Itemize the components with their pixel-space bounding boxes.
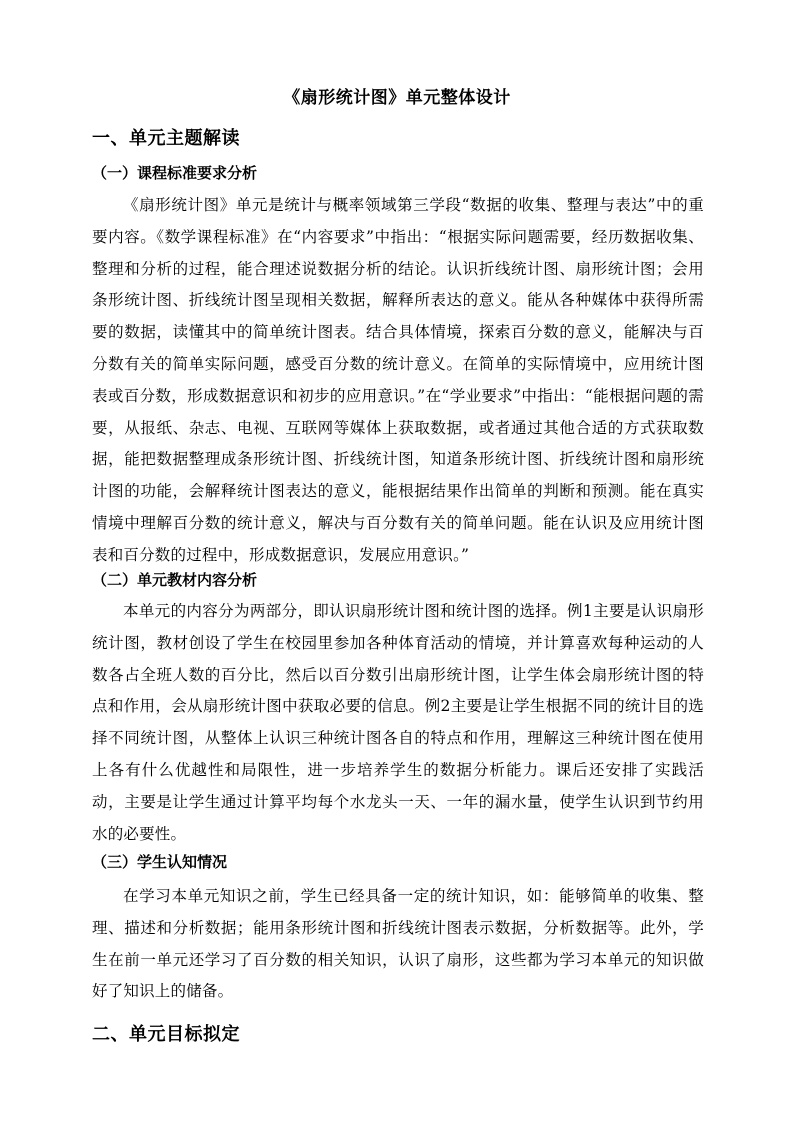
subsection-heading-textbook: （二）单元教材内容分析 (92, 571, 258, 589)
subsection-heading-student-cognition: （三）学生认知情况 (92, 853, 228, 871)
section-heading-unit-goals: 二、单元目标拟定 (92, 1024, 240, 1045)
paragraph-textbook-analysis: 本单元的内容分为两部分，即认识扇形统计图和统计图的选择。例1主要是认识扇形统计图，教材创设了学生在校园里参加各种体育活动的情境，并计算喜欢每种运动的人数各占全班人数的百分比，然后以百分数引出扇形统计图，让学生体会扇形统计图的特点和作用，会从扇形统计图中获取必要的信息。例2主要是让学生根据不同的统计目的选择不同统计图，从整体上认识三种统计图各自的特点和作用，理解这三种统计图在使用上各有什么优越性和局限性，进一步培养学生的数据分析能力。课后还安排了实践活动，主要是让学生通过计算平均每个水龙头一天、一年的漏水量，使学生认识到节约用水的必要性。 (92, 602, 704, 843)
document-title: 《扇形统计图》单元整体设计 (283, 88, 511, 108)
subsection-heading-curriculum: （一）课程标准要求分析 (92, 164, 258, 182)
paragraph-student-cognition: 在学习本单元知识之前，学生已经具备一定的统计知识，如：能够简单的收集、整理、描述和分析数据；能用条形统计图和折线统计图表示数据，分析数据等。此外，学生在前一单元还学习了百分数的相关知识，认识了扇形，这些都为学习本单元的知识做好了知识上的储备。 (92, 887, 704, 1001)
paragraph-curriculum-analysis: 《扇形统计图》单元是统计与概率领域第三学段“数据的收集、整理与表达”中的重要内容。《数学课程标准》在“内容要求”中指出：“根据实际问题需要，经历数据收集、整理和分析的过程，能合理述说数据分析的结论。认识折线统计图、扇形统计图；会用条形统计图、折线统计图呈现相关数据，解释所表达的意义。能从各种媒体中获得所需要的数据，读懂其中的简单统计图表。结合具体情境，探索百分数的意义，能解决与百分数有关的简单实际问题，感受百分数的统计意义。在简单的实际情境中，应用统计图表或百分数，形成数据意识和初步的应用意识。”在“学业要求”中指出：“能根据问题的需要，从报纸、杂志、电视、互联网等媒体上获取数据，或者通过其他合适的方式获取数据，能把数据整理成条形统计图、折线统计图，知道条形统计图、折线统计图和扇形统计图的功能，会解释统计图表达的意义，能根据结果作出简单的判断和预测。能在真实情境中理解百分数的统计意义，解决与百分数有关的简单问题。能在认识及应用统计图表和百分数的过程中，形成数据意识，发展应用意识。” (92, 196, 704, 564)
section-heading-unit-theme: 一、单元主题解读 (92, 128, 240, 149)
